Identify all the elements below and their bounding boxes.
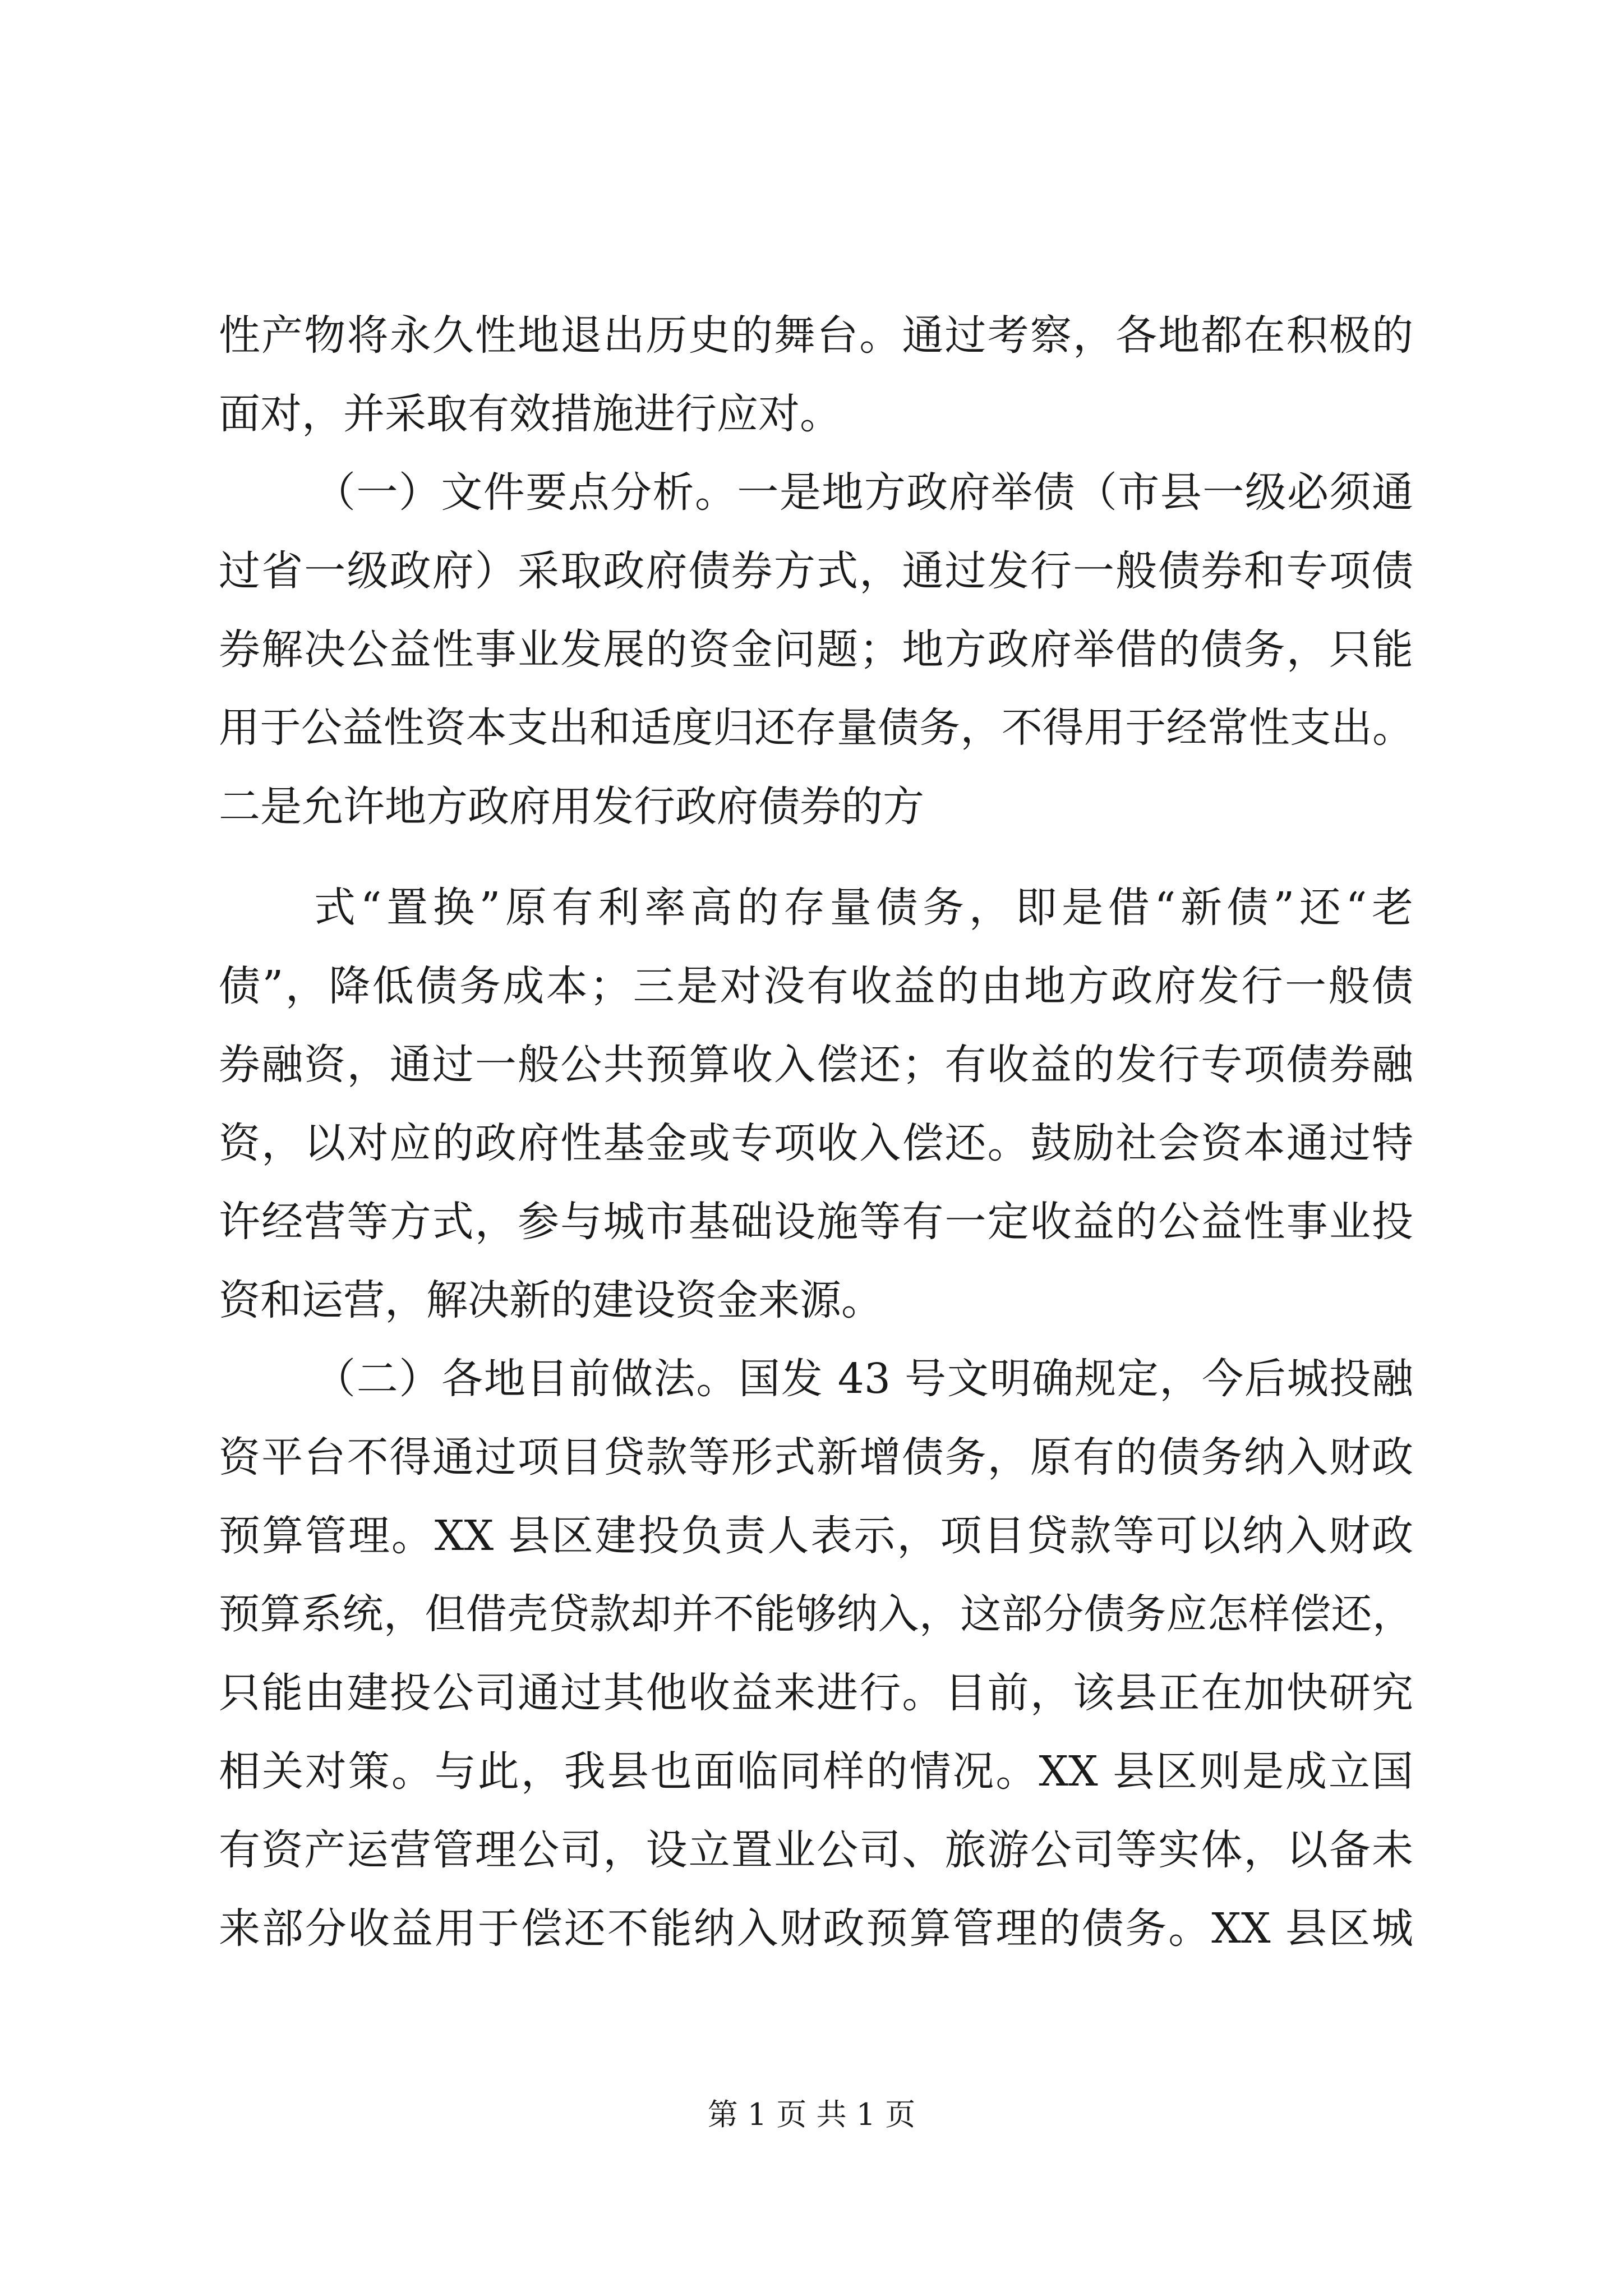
- text-line: 只能由建投公司通过其他收益来进行。目前，该县正在加快研究: [219, 1669, 1413, 1717]
- text-line: 二是允许地方政府用发行政府债券的方: [219, 783, 924, 831]
- text-line: 面对，并采取有效措施进行应对。: [219, 390, 841, 438]
- text-line: 用于公益性资本支出和适度归还存量债务，不得用于经常性支出。: [219, 704, 1413, 752]
- text-line: 债”，降低债务成本；三是对没有收益的由地方政府发行一般债: [219, 962, 1413, 1010]
- text-line: 性产物将永久性地退出历史的舞台。通过考察，各地都在积极的: [219, 311, 1413, 360]
- text-line: 券融资，通过一般公共预算收入偿还；有收益的发行专项债券融: [219, 1041, 1413, 1089]
- text-line: 过省一级政府）采取政府债券方式，通过发行一般债券和专项债: [219, 547, 1413, 595]
- page-footer: 第 1 页 共 1 页: [707, 2097, 916, 2132]
- text-line: 券解决公益性事业发展的资金问题；地方政府举借的债务，只能: [219, 625, 1413, 674]
- text-line: 资平台不得通过项目贷款等形式新增债务，原有的债务纳入财政: [219, 1433, 1413, 1481]
- text-line: 相关对策。与此，我县也面临同样的情况。XX 县区则是成立国: [219, 1747, 1413, 1796]
- text-line: 许经营等方式，参与城市基础设施等有一定收益的公益性事业投: [219, 1198, 1413, 1246]
- text-line: 来部分收益用于偿还不能纳入财政预算管理的债务。XX 县区城: [219, 1904, 1413, 1953]
- text-line: 资，以对应的政府性基金或专项收入偿还。鼓励社会资本通过特: [219, 1119, 1413, 1167]
- text-line: （二）各地目前做法。国发 43 号文明确规定，今后城投融: [314, 1355, 1413, 1403]
- text-line: 式“置换”原有利率高的存量债务，即是借“新债”还“老: [314, 884, 1413, 932]
- text-line: （一）文件要点分析。一是地方政府举债（市县一级必须通: [314, 468, 1413, 517]
- text-line: 资和运营，解决新的建设资金来源。: [219, 1276, 883, 1324]
- text-line: 有资产运营管理公司，设立置业公司、旅游公司等实体，以备未: [219, 1826, 1413, 1874]
- text-line: 预算管理。XX 县区建投负责人表示，项目贷款等可以纳入财政: [219, 1512, 1413, 1560]
- text-line: 预算系统，但借壳贷款却并不能够纳入，这部分债务应怎样偿还，: [219, 1590, 1413, 1638]
